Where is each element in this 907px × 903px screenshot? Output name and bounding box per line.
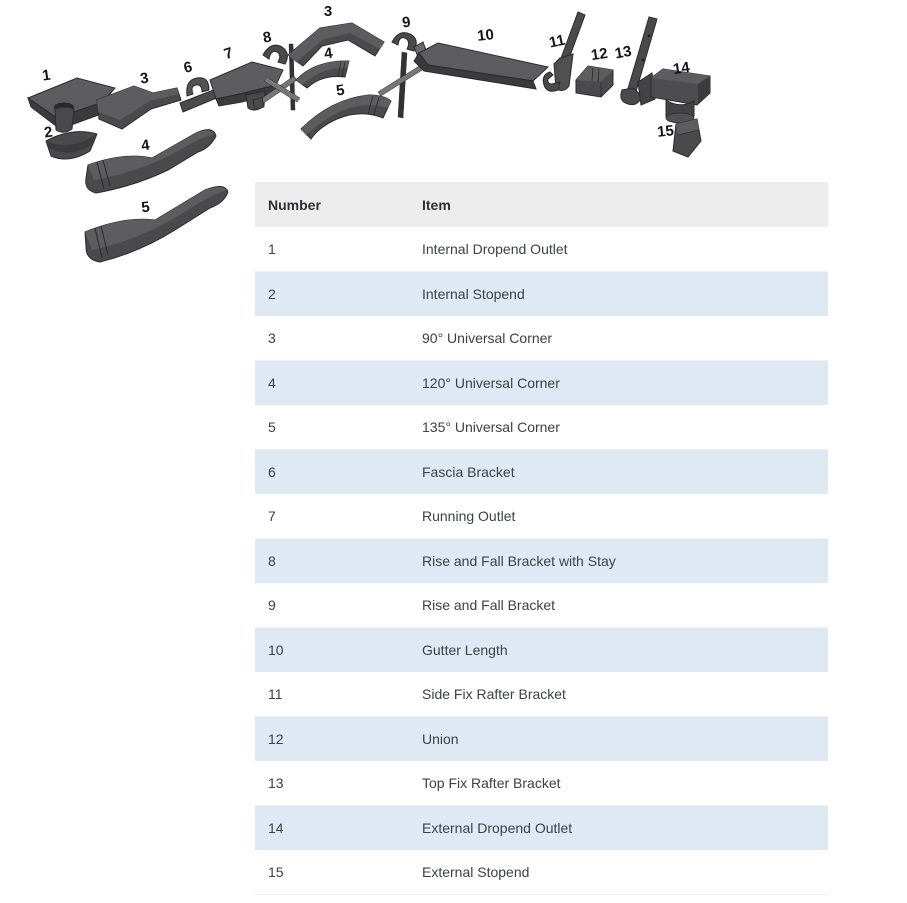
- diagram-label-2: 2: [43, 123, 54, 142]
- cell-item: Top Fix Rafter Bracket: [409, 761, 828, 806]
- cell-item: 135° Universal Corner: [409, 405, 828, 450]
- column-header-item: Item: [409, 182, 828, 227]
- cell-number: 11: [255, 672, 409, 717]
- parts-legend-table: [255, 182, 828, 895]
- diagram-label-12: 12: [589, 44, 609, 65]
- diagram-label-9: 9: [401, 13, 412, 32]
- table-row: [255, 405, 828, 450]
- cell-number: 9: [255, 583, 409, 628]
- cell-item: External Dropend Outlet: [422, 820, 573, 836]
- diagram-label-4b: 4: [323, 44, 334, 63]
- part-90-corner-middle: [288, 23, 384, 66]
- cell-number: 15: [255, 850, 409, 895]
- column-header-number: Number: [255, 182, 409, 227]
- cell-number: 1: [255, 227, 409, 272]
- table-row: [255, 717, 828, 762]
- diagram-label-4a: 4: [140, 136, 151, 155]
- cell-item: Internal Dropend Outlet: [409, 227, 828, 272]
- part-gutter-length: [414, 42, 548, 89]
- table-row: [255, 806, 828, 851]
- table-row: [255, 583, 828, 628]
- diagram-label-6: 6: [182, 58, 194, 77]
- table-row: [255, 227, 828, 272]
- cell-item: Rise and Fall Bracket: [409, 583, 828, 628]
- table-row: [255, 316, 828, 361]
- table-row: [255, 672, 828, 717]
- table-row: [255, 539, 828, 584]
- cell-number: 5: [255, 405, 409, 450]
- part-external-stopend: [673, 119, 701, 157]
- cell-item: Internal Stopend: [422, 286, 525, 302]
- diagram-label-1: 1: [41, 66, 52, 85]
- part-internal-stopend: [46, 132, 97, 159]
- table-header-row: [255, 182, 828, 227]
- cell-number: 10: [268, 642, 284, 658]
- cell-number: 8: [268, 553, 276, 569]
- cell-number: 4: [268, 375, 276, 391]
- part-120-corner-left: [86, 130, 216, 193]
- diagram-label-7: 7: [222, 44, 236, 64]
- diagram-label-14: 14: [671, 58, 691, 79]
- cell-item: Running Outlet: [409, 494, 828, 539]
- diagram-label-3a: 3: [139, 69, 150, 88]
- cell-item: External Stopend: [409, 850, 828, 895]
- cell-number: 3: [255, 316, 409, 361]
- diagram-label-13: 13: [613, 42, 633, 63]
- table-row: [255, 272, 828, 317]
- table-row: [255, 850, 828, 895]
- table-row: [255, 450, 828, 495]
- part-union: [576, 66, 613, 97]
- part-135-corner-middle: [301, 95, 391, 139]
- diagram-label-11: 11: [547, 31, 567, 52]
- cell-item: 90° Universal Corner: [409, 316, 828, 361]
- cell-item: Fascia Bracket: [422, 464, 515, 480]
- cell-item: Gutter Length: [422, 642, 508, 658]
- table-row: [255, 628, 828, 673]
- cell-number: 2: [268, 286, 276, 302]
- cell-number: 12: [268, 731, 284, 747]
- cell-number: 14: [268, 820, 284, 836]
- cell-item: Side Fix Rafter Bracket: [409, 672, 828, 717]
- table-row: [255, 361, 828, 406]
- part-135-corner-left: [85, 186, 228, 262]
- cell-number: 13: [255, 761, 409, 806]
- diagram-label-5a: 5: [140, 198, 151, 217]
- cell-item: Union: [422, 731, 459, 747]
- cell-number: 6: [268, 464, 276, 480]
- table-row: [255, 494, 828, 539]
- diagram-label-15: 15: [656, 122, 675, 141]
- diagram-label-10: 10: [476, 26, 495, 45]
- cell-number: 7: [255, 494, 409, 539]
- diagram-label-8: 8: [261, 28, 273, 47]
- diagram-label-5b: 5: [335, 81, 346, 100]
- cell-item: 120° Universal Corner: [422, 375, 560, 391]
- cell-item: Rise and Fall Bracket with Stay: [422, 553, 616, 569]
- diagram-label-3b: 3: [323, 3, 333, 20]
- table-row: [255, 761, 828, 806]
